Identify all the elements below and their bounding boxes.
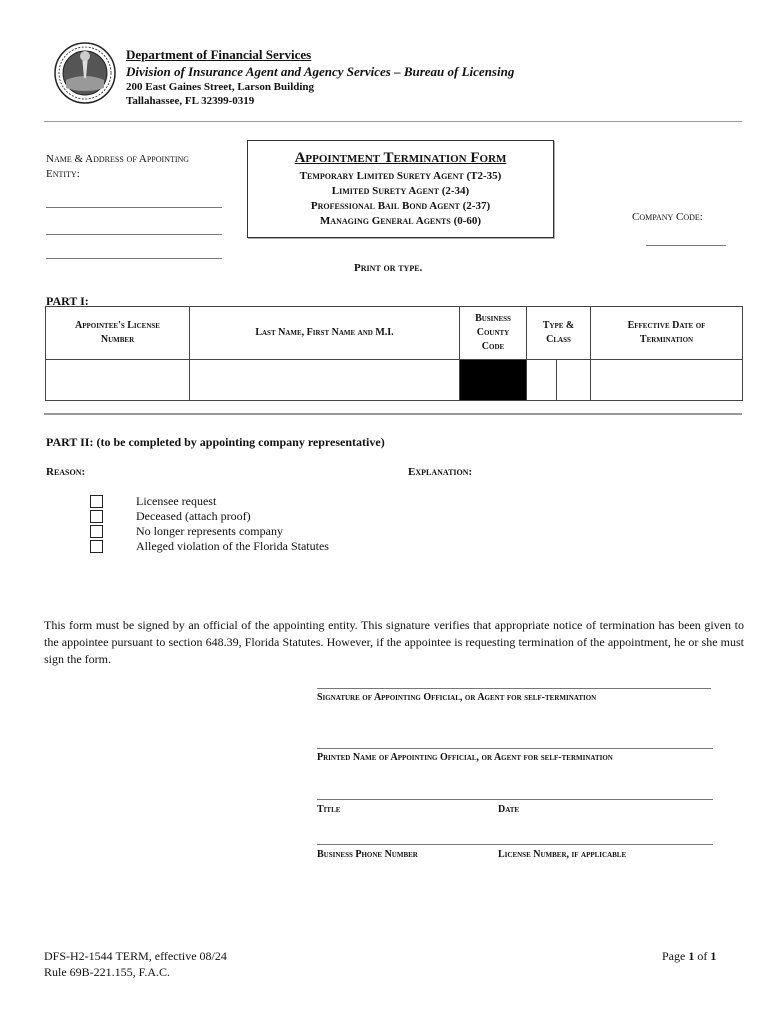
col-license-number: Appointee's License Number (46, 307, 190, 360)
phone-label: Business Phone Number (317, 849, 418, 860)
entity-field-line-1[interactable] (46, 207, 222, 208)
signature-label: Signature of Appointing Official, or Agent for self-termination (317, 692, 597, 703)
col-type-class: Type & Class (527, 307, 591, 360)
table-row (46, 360, 743, 401)
date-label: Date (498, 804, 520, 815)
agent-type-line: Temporary Limited Surety Agent (T2-35) (299, 170, 502, 182)
explanation-label: Explanation: (408, 466, 473, 478)
type-cell[interactable] (527, 360, 557, 401)
form-id: DFS-H2-1544 TERM, effective 08/24 (44, 949, 227, 963)
rule-reference: Rule 69B-221.155, F.A.C. (44, 965, 171, 979)
col-county-code: Business County Code (460, 307, 527, 360)
col-effective-date: Effective Date of Termination (591, 307, 743, 360)
agent-type-line: Professional Bail Bond Agent (2-37) (310, 200, 491, 212)
part2-title: PART II: (to be completed by appointing company representative) (46, 435, 385, 449)
form-title-box (247, 140, 554, 238)
county-code-cell (460, 360, 527, 401)
entity-label: Name & Address of Appointing Entity: (46, 153, 190, 180)
checkbox-alleged-violation[interactable] (90, 540, 103, 553)
address-line-2: Tallahassee, FL 32399-0319 (126, 95, 255, 107)
col-name: Last Name, First Name and M.I. (190, 307, 460, 360)
phone-license-field[interactable] (317, 844, 713, 845)
appointee-table (45, 306, 743, 401)
reason-label: Reason: (46, 466, 86, 478)
agent-type-line: Limited Surety Agent (2-34) (331, 185, 470, 197)
license-label: License Number, if applicable (498, 849, 627, 860)
department-name: Department of Financial Services (126, 47, 312, 62)
florida-state-seal-icon (54, 42, 116, 104)
company-code-label: Company Code: (632, 211, 703, 223)
title-label: Title (317, 804, 341, 815)
printed-name-field[interactable] (317, 748, 713, 749)
entity-field-line-3[interactable] (46, 258, 222, 259)
printed-name-label: Printed Name of Appointing Official, or Agent for self-termination (317, 752, 613, 763)
license-number-cell[interactable] (46, 360, 190, 401)
print-instruction: Print or type. (354, 262, 423, 274)
checkbox-licensee-request[interactable] (90, 495, 103, 508)
checkbox-deceased[interactable] (90, 510, 103, 523)
table-header-row (46, 307, 743, 360)
part1-title: PART I: (46, 294, 89, 308)
page-number: Page 1 of 1 (662, 949, 717, 963)
effective-date-cell[interactable] (591, 360, 743, 401)
signature-field[interactable] (317, 688, 711, 689)
part-divider (44, 413, 742, 415)
header-divider (44, 121, 742, 122)
class-cell[interactable] (557, 360, 591, 401)
form-title: Appointment Termination Form (294, 150, 507, 166)
title-date-field[interactable] (317, 799, 713, 800)
company-code-field[interactable] (646, 245, 726, 246)
agent-type-line: Managing General Agents (0-60) (319, 215, 482, 227)
checkbox-no-longer-represents[interactable] (90, 525, 103, 538)
division-name: Division of Insurance Agent and Agency Services – Bureau of Licensing (126, 64, 515, 79)
entity-field-line-2[interactable] (46, 234, 222, 235)
address-line-1: 200 East Gaines Street, Larson Building (126, 81, 315, 93)
signature-notice: This form must be signed by an official of the appointing entity. This signature verifies that appropriate notice of termination has been given to the appointee pursuant to section 648.39, Florida Statutes. However, if the appointee is requesting termination of the appointment, he or she must sign the form. (44, 618, 744, 666)
name-cell[interactable] (190, 360, 460, 401)
